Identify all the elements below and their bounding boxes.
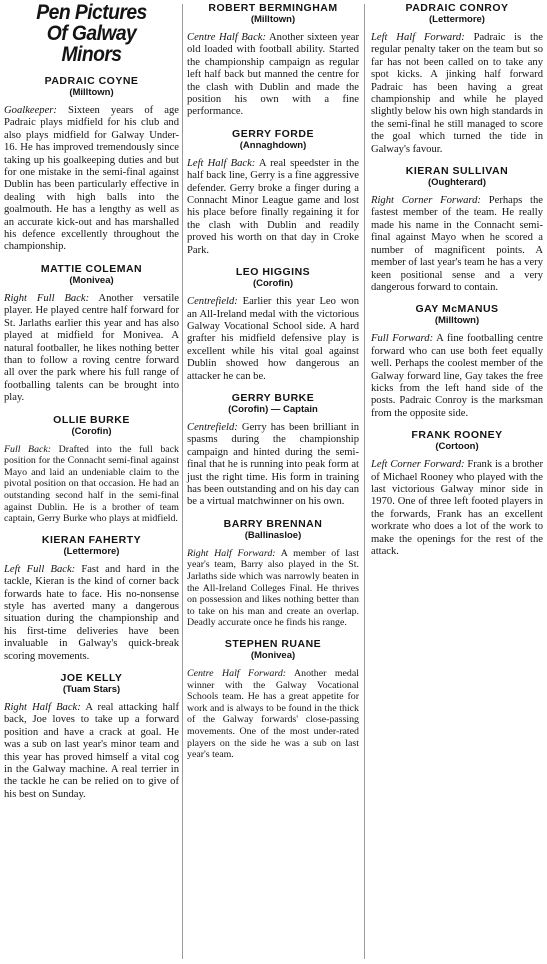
article-headline	[11, 2, 172, 65]
player-position: Left Full Back:	[4, 563, 76, 575]
player-name: KIERAN SULLIVAN	[405, 165, 509, 178]
player-club: (Monivea)	[250, 649, 296, 661]
player-profile-ollie-burke	[4, 414, 179, 525]
player-club: (Annaghdown)	[239, 139, 307, 151]
column-1	[4, 0, 179, 810]
player-bio	[371, 333, 543, 420]
player-profile-frank-rooney	[371, 429, 543, 558]
player-name: GERRY FORDE	[232, 127, 314, 140]
player-position: Right Full Back:	[4, 292, 90, 304]
player-name: MATTIE COLEMAN	[40, 262, 143, 275]
player-name: KIERAN FAHERTY	[41, 533, 142, 546]
headline-line: Pen Pictures	[36, 1, 147, 24]
player-profile-gerry-forde	[187, 128, 359, 257]
column-divider	[182, 4, 183, 959]
player-position: Centre Half Forward:	[187, 667, 287, 679]
player-profile-kieran-sullivan	[371, 165, 543, 294]
player-club: (Corofin) — Captain	[228, 403, 318, 415]
player-bio	[187, 668, 359, 761]
bio-text: Fast and hard in the tackle, Kieran is the kind of corner back forwards hate to face. His no-nonsense style has averted many a dangerous situation during the championship and his first-time deliveries have been invaluable in Galway's quick-break scoring movements.	[4, 563, 179, 662]
bio-text: Another sixteen year old loaded with football ability. Started the championship campaign as regular left half back but manned the centre for the clash with Dublin and made the position his own with a fine performance.	[187, 32, 360, 118]
headline-line: Of Galway	[46, 22, 137, 45]
player-bio	[4, 105, 179, 254]
player-club: (Corofin)	[252, 278, 294, 290]
player-bio	[371, 32, 543, 156]
player-position: Right Corner Forward:	[371, 195, 481, 207]
player-bio	[371, 459, 543, 558]
bio-text: Drafted into the full back position for the Connacht semi-final against Mayo and laid an undeniable claim to the pivotal position on that occasion. He had an outstanding second half in the semi-final against Dublin. He is a brother of team captain, Gerry Burke who plays at midfield.	[4, 443, 179, 525]
player-club: (Milltown)	[69, 87, 114, 98]
player-name: GERRY BURKE	[231, 391, 315, 404]
player-profile-padraic-conroy	[371, 2, 543, 156]
player-profile-padraic-coyne	[4, 75, 179, 254]
bio-text: Another medal winner with the Galway Vocational Schools team. He has a great appetite for work and is always to be found in the thick of the Galway forwards' close-passing movements. One of the most under-rated players on the side he was a sub on last year's team.	[187, 667, 359, 761]
player-position: Right Half Forward:	[187, 547, 276, 559]
player-bio	[187, 422, 359, 509]
player-position: Left Half Forward:	[371, 32, 465, 43]
player-position: Centrefield:	[187, 296, 238, 308]
player-name: GAY McMANUS	[415, 303, 499, 316]
player-position: Left Corner Forward:	[371, 459, 465, 471]
bio-text: A member of last year's team, Barry also played in the St. Jarlaths side which was narrowly beaten in the All-Ireland Colleges Final. He thrives on possession and likes nothing better than to take on his man and create an overlap. Deadly accurate once he finds his range.	[187, 547, 359, 629]
player-bio	[4, 564, 179, 663]
column-divider	[364, 4, 365, 959]
player-bio	[187, 548, 359, 629]
player-club: (Corofin)	[71, 425, 112, 437]
player-bio	[187, 296, 359, 383]
player-club: (Monivea)	[69, 274, 114, 286]
player-club: (Tuam Stars)	[62, 683, 121, 695]
player-profile-mattie-coleman	[4, 263, 179, 405]
bio-text: Another versatile player. He played centre half forward for St. Jarlaths earlier this year and has also played at midfield for Monivea. A natural footballer, he likes nothing better than to follow a roving centre forward all over the park where his full range of footballing talents can be brought into play.	[4, 292, 180, 404]
player-bio	[4, 293, 179, 405]
player-name: PADRAIC COYNE	[44, 75, 139, 87]
player-profile-kieran-faherty	[4, 534, 179, 663]
player-club: (Lettermore)	[63, 545, 120, 557]
player-profile-stephen-ruane	[187, 638, 359, 761]
bio-text: A real speedster in the half back line, Gerry is a fine aggressive defender. Gerry broke a finger during a Connacht Minor League game and lost his place before finally regaining it for the clash with Dublin and readily proved his worth on that day in Croke Park.	[187, 157, 359, 256]
player-profile-gay-mcmanus	[371, 303, 543, 420]
player-position: Goalkeeper:	[4, 105, 57, 116]
player-profile-robert-bermingham	[187, 2, 359, 119]
headline-line: Minors	[61, 43, 122, 66]
player-bio	[371, 195, 543, 294]
player-club: (Milltown)	[434, 315, 480, 327]
player-name: LEO HIGGINS	[235, 266, 311, 279]
player-name: ROBERT BERMINGHAM	[208, 2, 338, 14]
player-profile-barry-brennan	[187, 518, 359, 629]
player-name: OLLIE BURKE	[53, 413, 130, 426]
player-club: (Milltown)	[250, 14, 296, 25]
player-position: Right Half Back:	[4, 701, 81, 713]
bio-text: Padraic is the regular penalty taker on the team but so far has not been called on to take any spot kicks. A jinking half forward Padraic has been having a great championship and while he played slightly below his own high standards in the semi-final he still managed to score the goal which turned the tide in Galway's favour.	[371, 32, 543, 155]
player-club: (Ballinasloe)	[244, 529, 302, 541]
player-name: JOE KELLY	[60, 671, 123, 684]
player-position: Left Half Back:	[187, 157, 256, 169]
player-name: BARRY BRENNAN	[223, 517, 323, 530]
player-bio	[4, 444, 179, 525]
bio-text: Frank is a brother of Michael Rooney who played with the last victorious Galway minor side in 1970. One of three left footed players in the forwards, Frank has an excellent workrate who does a lot of the work to make the openings for the rest of the attack.	[371, 459, 543, 557]
bio-text: Earlier this year Leo won an All-Ireland medal with the victorious Galway Vocational School side. A hard grafter his midfield defensive play is excellent while his vital goal against Dublin showed how dangerous an attacker he can be.	[187, 296, 359, 382]
player-profile-gerry-burke	[187, 392, 359, 509]
player-club: (Oughterard)	[427, 177, 487, 189]
column-3	[371, 0, 543, 567]
player-position: Full Back:	[4, 443, 52, 455]
bio-text: A real attacking half back, Joe loves to take up a forward position and have a crack at goal. He was a sub on last year's minor team and this year has proved himself a vital cog in the Galway machine. A real terrier in the tackle he can be relied on to give of his best on Sunday.	[4, 701, 179, 800]
player-position: Centre Half Back:	[187, 32, 267, 43]
player-bio	[187, 158, 359, 257]
player-name: FRANK ROONEY	[411, 429, 503, 442]
player-bio	[4, 702, 179, 801]
player-position: Centrefield:	[187, 421, 238, 433]
player-bio	[187, 32, 359, 119]
player-club: (Lettermore)	[429, 14, 485, 25]
bio-text: Sixteen years of age Padraic plays midfield for his club and also plays midfield for Galway Under-16. He has improved tremendously since taking up his goalkeeping duties and but for one mistake in the semi-final against Dublin has been particularly effective in dealing with high balls into the goalmouth. He has a lengthy as well as an accurate kick-out and has marshalled his defence excellently throughout the championship.	[4, 105, 179, 253]
player-position: Full Forward:	[371, 333, 434, 345]
bio-text: Gerry has been brilliant in spasms during the championship campaign and hinted during the semi-final that he is running into peak form at just the right time. His form in training has been outstanding and on his day can be a virtual matchwinner on his own.	[187, 421, 359, 508]
player-profile-leo-higgins	[187, 266, 359, 383]
player-profile-joe-kelly	[4, 672, 179, 801]
player-name: STEPHEN RUANE	[224, 637, 322, 650]
player-club: (Cortoon)	[435, 441, 479, 453]
bio-text: A fine footballing centre forward who can use both feet equally well. Perhaps the coolest member of the Galway forward line, Gay takes the free kicks from the left hand side of the posts. Padraic Conroy is the marksman from the opposite side.	[371, 333, 543, 419]
column-2	[187, 0, 359, 770]
bio-text: Perhaps the fastest member of the team. He really made his name in the Connacht semi-final against Mayo when he scored a number of magnificent points. A member of last year's team he has a very keen positional sense and a very dangerous forward to contain.	[371, 195, 543, 293]
player-name: PADRAIC CONROY	[405, 2, 509, 14]
